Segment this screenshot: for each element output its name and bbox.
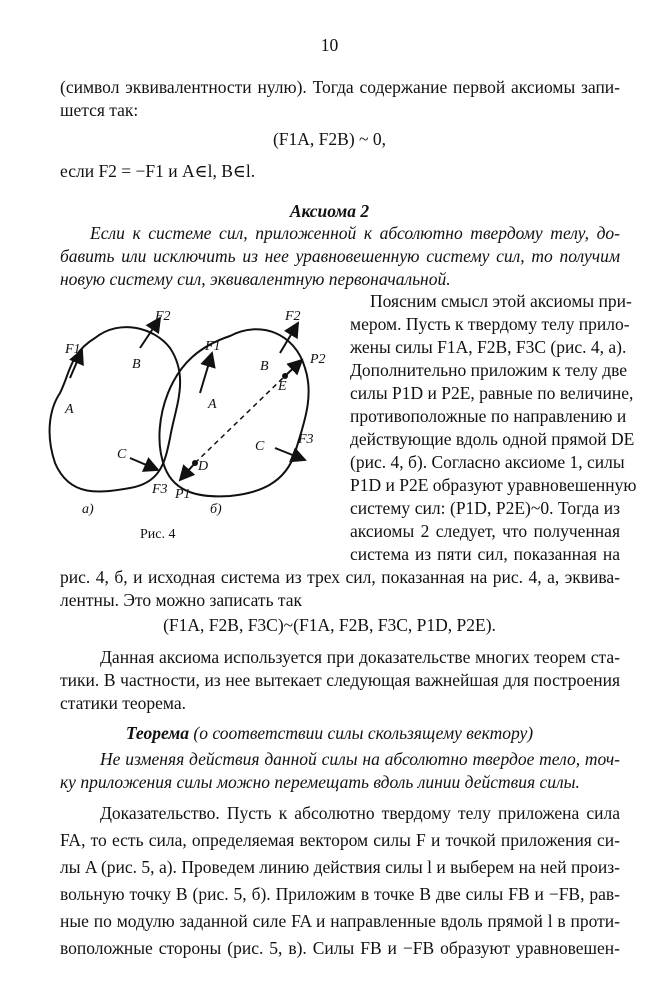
text-line: Данная аксиома используется при доказательстве многих теорем ста- bbox=[100, 647, 620, 667]
condition-line: если F2 = −F1 и A∈l, B∈l. bbox=[60, 161, 256, 181]
axiom-text: Если к системе сил, приложенной к абсолютно твердому телу, до- bbox=[90, 223, 620, 243]
label-F3-b: F3 bbox=[298, 432, 314, 447]
theorem-subtitle: (о соответствии силы скользящему вектору) bbox=[193, 723, 534, 743]
label-B-a: B bbox=[132, 357, 141, 372]
explain-line: аксиомы 2 следует, что полученная bbox=[350, 521, 620, 541]
text-line: тики. В частности, из нее вытекает следующая важнейшая для построения bbox=[60, 670, 620, 690]
arrow-P2 bbox=[285, 360, 302, 376]
axiom-text: бавить или исключить из нее уравновешенную систему сил, то получим bbox=[60, 246, 620, 266]
formula-equivalence: (F1A, F2B, F3C)~(F1A, F2B, F3C, P1D, P2E). bbox=[163, 615, 496, 635]
explain-line: противоположные по направлению и bbox=[350, 406, 627, 426]
explain-line: рис. 4, б, и исходная система из трех сил, показанная на рис. 4, а, эквива- bbox=[60, 567, 620, 587]
explain-line: P1D и P2E образуют уравновешенную bbox=[350, 475, 637, 495]
label-C-b: C bbox=[255, 439, 265, 454]
proof-line: Доказательство. Пусть к абсолютно твердому телу приложена сила bbox=[100, 803, 620, 823]
arrow-P1 bbox=[180, 463, 195, 480]
text-line: (символ эквивалентности нулю). Тогда содержание первой аксиомы запи- bbox=[60, 77, 620, 97]
explain-line: лентны. Это можно записать так bbox=[60, 590, 303, 610]
label-E: E bbox=[278, 379, 287, 394]
label-F3-a: F3 bbox=[152, 482, 168, 497]
explain-line: система из пяти сил, показанная на bbox=[350, 544, 620, 564]
label-P1: P1 bbox=[175, 487, 191, 502]
figure-label-b: б) bbox=[210, 502, 222, 517]
label-F1-a: F1 bbox=[65, 342, 81, 357]
proof-line: воположные стороны (рис. 5, в). Силы FB и −FB образуют уравновешен- bbox=[60, 938, 620, 958]
proof-line: вольную точку B (рис. 5, б). Приложим в точке B две силы FB и −FB, рав- bbox=[60, 884, 620, 904]
axiom-heading: Аксиома 2 bbox=[289, 201, 370, 221]
explain-line: Дополнительно приложим к телу две bbox=[350, 360, 628, 380]
label-B-b: B bbox=[260, 359, 269, 374]
text-line: статики теорема. bbox=[60, 693, 186, 713]
explain-line: систему сил: (P1D, P2E)~0. Тогда из bbox=[350, 498, 620, 518]
label-A-a: A bbox=[65, 402, 74, 417]
theorem-text: ку приложения силы можно перемещать вдоль линии действия силы. bbox=[60, 772, 580, 792]
label-F2-a: F2 bbox=[155, 309, 171, 324]
formula-equivalence-zero: (F1A, F2B) ~ 0, bbox=[272, 129, 387, 149]
figure-caption: Рис. 4 bbox=[140, 527, 176, 542]
text-line: шется так: bbox=[60, 100, 139, 120]
proof-line: FA, то есть сила, определяемая вектором силы F и точкой приложения си- bbox=[60, 830, 620, 850]
page-number: 10 bbox=[320, 35, 339, 55]
line-DE bbox=[195, 376, 285, 463]
explain-line: жены силы F1A, F2B, F3C (рис. 4, а). bbox=[350, 337, 627, 357]
body-outline-b bbox=[159, 329, 308, 496]
label-D: D bbox=[198, 459, 209, 474]
label-C-a: C bbox=[117, 447, 127, 462]
axiom-text: новую систему сил, эквивалентную первоначальной. bbox=[60, 269, 451, 289]
label-F2-b: F2 bbox=[285, 309, 301, 324]
explain-line: мером. Пусть к твердому телу прило- bbox=[350, 314, 630, 334]
explain-line: силы P1D и P2E, равные по величине, bbox=[350, 383, 634, 403]
proof-line: ные по модулю заданной силе FA и направленные вдоль прямой l в проти- bbox=[60, 911, 620, 931]
explain-line: Поясним смысл этой аксиомы при- bbox=[370, 291, 632, 311]
label-A-b: A bbox=[208, 397, 217, 412]
arrow-F3-b bbox=[275, 448, 305, 460]
theorem-heading bbox=[0, 722, 659, 744]
explain-line: действующие вдоль одной прямой DE bbox=[350, 429, 635, 449]
label-F1-b: F1 bbox=[205, 339, 221, 354]
arrow-F1-b bbox=[200, 353, 212, 393]
theorem-title: Теорема bbox=[125, 723, 190, 743]
label-P2: P2 bbox=[310, 352, 326, 367]
proof-line: лы A (рис. 5, а). Проведем линию действия силы l и выберем на ней произ- bbox=[60, 857, 620, 877]
explain-line: (рис. 4, б). Согласно аксиоме 1, силы bbox=[350, 452, 625, 472]
figure-4 bbox=[40, 298, 340, 548]
theorem-text: Не изменяя действия данной силы на абсолютно твердое тело, точ- bbox=[100, 749, 620, 769]
arrow-F3-a bbox=[130, 458, 158, 470]
figure-label-a: а) bbox=[82, 502, 94, 517]
